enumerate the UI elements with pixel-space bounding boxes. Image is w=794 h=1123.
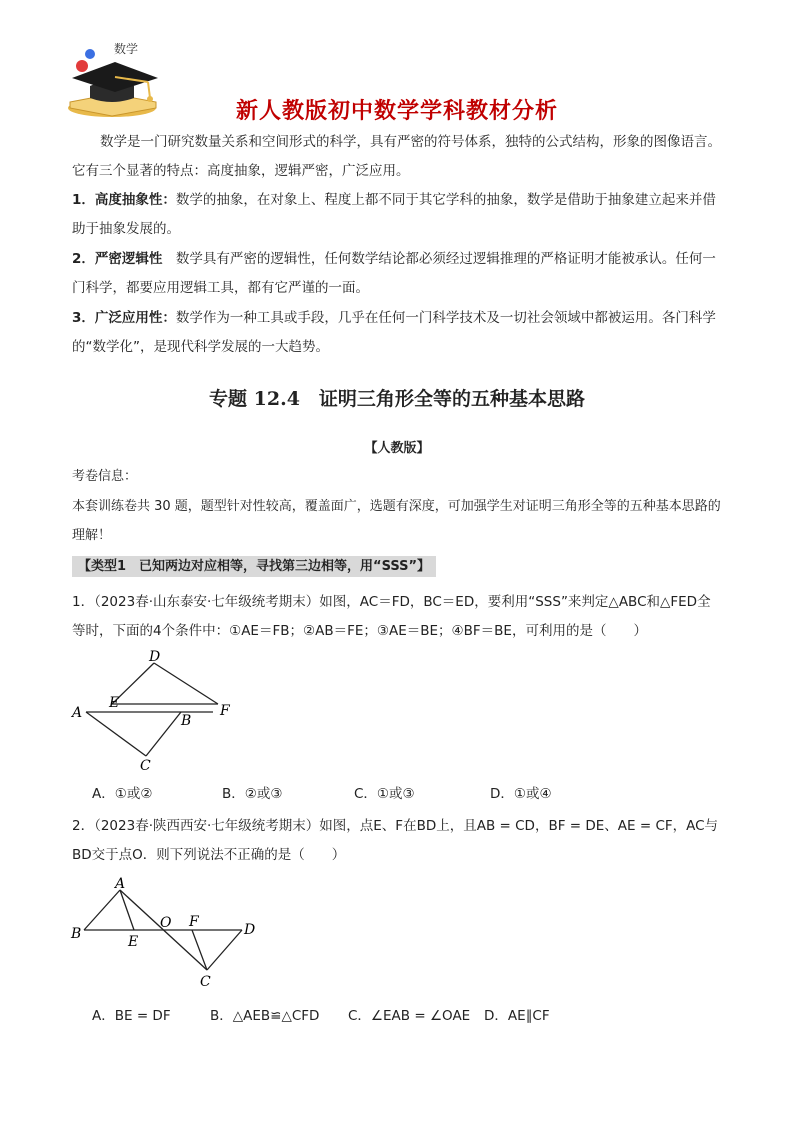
point-1 — [72, 186, 724, 244]
q2-option-d[interactable]: D．AE∥CF — [484, 1008, 550, 1024]
question-1-figure — [68, 646, 238, 776]
point-3-text: 数学作为一种工具或手段，几乎在任何一门科学技术及一切社会领域中都被运用。各门科学的“数学化”，是现代科学发展的一大趋势。 — [72, 310, 716, 355]
exam-info-text: 本套训练卷共 30 题，题型针对性较高，覆盖面广，选题有深度，可加强学生对证明三角形全等的五种基本思路的理解！ — [72, 499, 721, 543]
q1-label-d: D — [149, 649, 161, 665]
q1-option-c[interactable]: C．①或③ — [354, 786, 415, 802]
q2-label-b: B — [71, 926, 82, 942]
point-2-text: 数学具有严密的逻辑性，任何数学结论都必须经过逻辑推理的严格证明才能被承认。任何一门科学，都要应用逻辑工具，都有它严谨的一面。 — [72, 251, 716, 296]
q1-option-d[interactable]: D．①或④ — [490, 786, 552, 802]
logo-label: 数学 — [114, 42, 139, 56]
point-2 — [72, 245, 724, 303]
q2-label-c: C — [200, 974, 211, 990]
question-2-stem: 2．（2023春·陕西西安·七年级统考期末）如图，点E、F在BD上，且AB = CD，BF = DE、AE = CF，AC与BD交于点O．则下列说法不正确的是（ ） — [72, 818, 719, 863]
point-1-label: 1．高度抽象性： — [72, 192, 176, 208]
topic-heading: 专题 12.4 证明三角形全等的五种基本思路 — [209, 388, 585, 410]
q1-label-e: E — [109, 695, 120, 711]
q2-label-d: D — [244, 922, 256, 938]
q2-option-b[interactable]: B．△AEB≌△CFD — [210, 1008, 320, 1024]
question-1-options — [92, 782, 732, 802]
question-2-options — [92, 1004, 732, 1024]
q2-label-e: E — [128, 934, 139, 950]
question-1-stem: 1．（2023春·山东泰安·七年级统考期末）如图，AC＝FD，BC＝ED，要利用“SSS”来判定△ABC和△FED全等时，下面的4个条件中：①AE＝FB；②AB＝FE；③AE＝BE；④BF＝BE，可利用的是（ ） — [72, 594, 711, 639]
point-3 — [72, 304, 724, 362]
question-2-figure — [68, 872, 268, 992]
q1-option-a[interactable]: A．①或② — [92, 786, 153, 802]
intro-paragraph: 数学是一门研究数量关系和空间形式的科学，具有严密的符号体系，独特的公式结构，形象的图像语言。它有三个显著的特点：高度抽象，逻辑严密，广泛应用。 — [72, 134, 721, 179]
q2-label-a: A — [115, 876, 126, 892]
q1-label-f: F — [220, 703, 230, 719]
edition-label: 【人教版】 — [364, 441, 430, 456]
q2-label-o: O — [160, 915, 172, 931]
q1-label-b: B — [181, 713, 192, 729]
q2-option-a[interactable]: A．BE = DF — [92, 1008, 171, 1024]
type-1-heading: 【类型1 已知两边对应相等，寻找第三边相等，用“SSS”】 — [72, 556, 436, 577]
q1-option-b[interactable]: B．②或③ — [222, 786, 283, 802]
q1-label-c: C — [140, 758, 151, 774]
point-2-label: 2．严密逻辑性 — [72, 251, 163, 267]
exam-info-label: 考卷信息： — [72, 469, 138, 484]
q1-label-a: A — [72, 705, 83, 721]
page-title: 新人教版初中数学学科教材分析 — [235, 99, 558, 124]
q2-label-f: F — [189, 914, 199, 930]
q2-option-c[interactable]: C．∠EAB = ∠OAE — [348, 1008, 471, 1024]
point-3-label: 3．广泛应用性： — [72, 310, 176, 326]
point-1-text: 数学的抽象，在对象上、程度上都不同于其它学科的抽象，数学是借助于抽象建立起来并借助于抽象发展的。 — [72, 192, 716, 237]
